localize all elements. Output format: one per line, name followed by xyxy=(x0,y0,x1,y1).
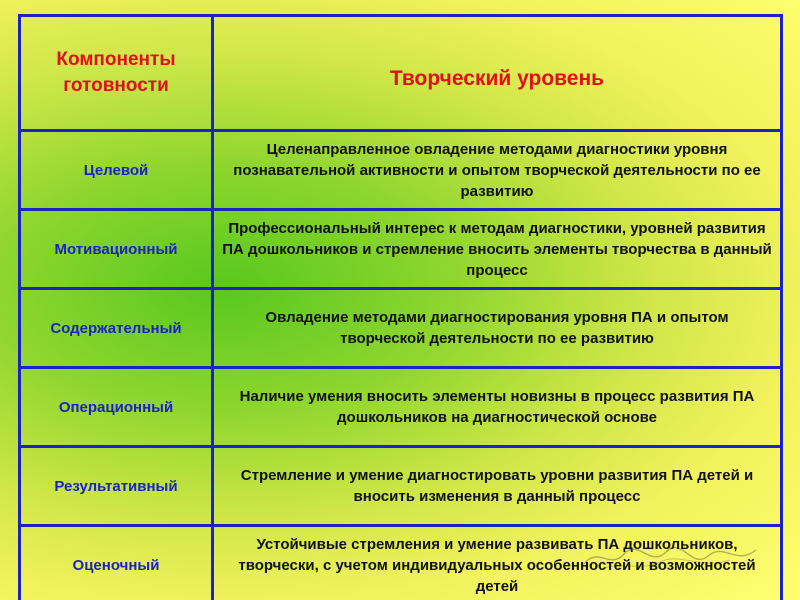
header-level-cell: Творческий уровень xyxy=(213,16,782,131)
table-row xyxy=(20,447,782,526)
component-name: Содержательный xyxy=(20,289,213,368)
component-description: Овладение методами диагностирования уровня ПА и опытом творческой деятельности по ее развитию xyxy=(213,289,782,368)
component-name: Целевой xyxy=(20,131,213,210)
readiness-table-container xyxy=(18,14,780,595)
table-header-row xyxy=(20,16,782,131)
table-row xyxy=(20,210,782,289)
component-description: Профессиональный интерес к методам диагностики, уровней развития ПА дошкольников и стремление вносить элементы творчества в данный процесс xyxy=(213,210,782,289)
component-name: Мотивационный xyxy=(20,210,213,289)
table-row xyxy=(20,526,782,600)
component-description: Устойчивые стремления и умение развивать ПА дошкольников, творчески, с учетом индивидуальных особенностей и возможностей детей xyxy=(213,526,782,600)
component-name: Операционный xyxy=(20,368,213,447)
component-name: Оценочный xyxy=(20,526,213,600)
component-description: Стремление и умение диагностировать уровни развития ПА детей и вносить изменения в данный процесс xyxy=(213,447,782,526)
table-row xyxy=(20,289,782,368)
component-description: Наличие умения вносить элементы новизны в процесс развития ПА дошкольников на диагностической основе xyxy=(213,368,782,447)
component-description: Целенаправленное овладение методами диагностики уровня познавательной активности и опытом творческой деятельности по ее развитию xyxy=(213,131,782,210)
table-row xyxy=(20,131,782,210)
readiness-components-table xyxy=(18,14,783,600)
table-row xyxy=(20,368,782,447)
header-components-cell: Компоненты готовности xyxy=(20,16,213,131)
component-name: Результативный xyxy=(20,447,213,526)
